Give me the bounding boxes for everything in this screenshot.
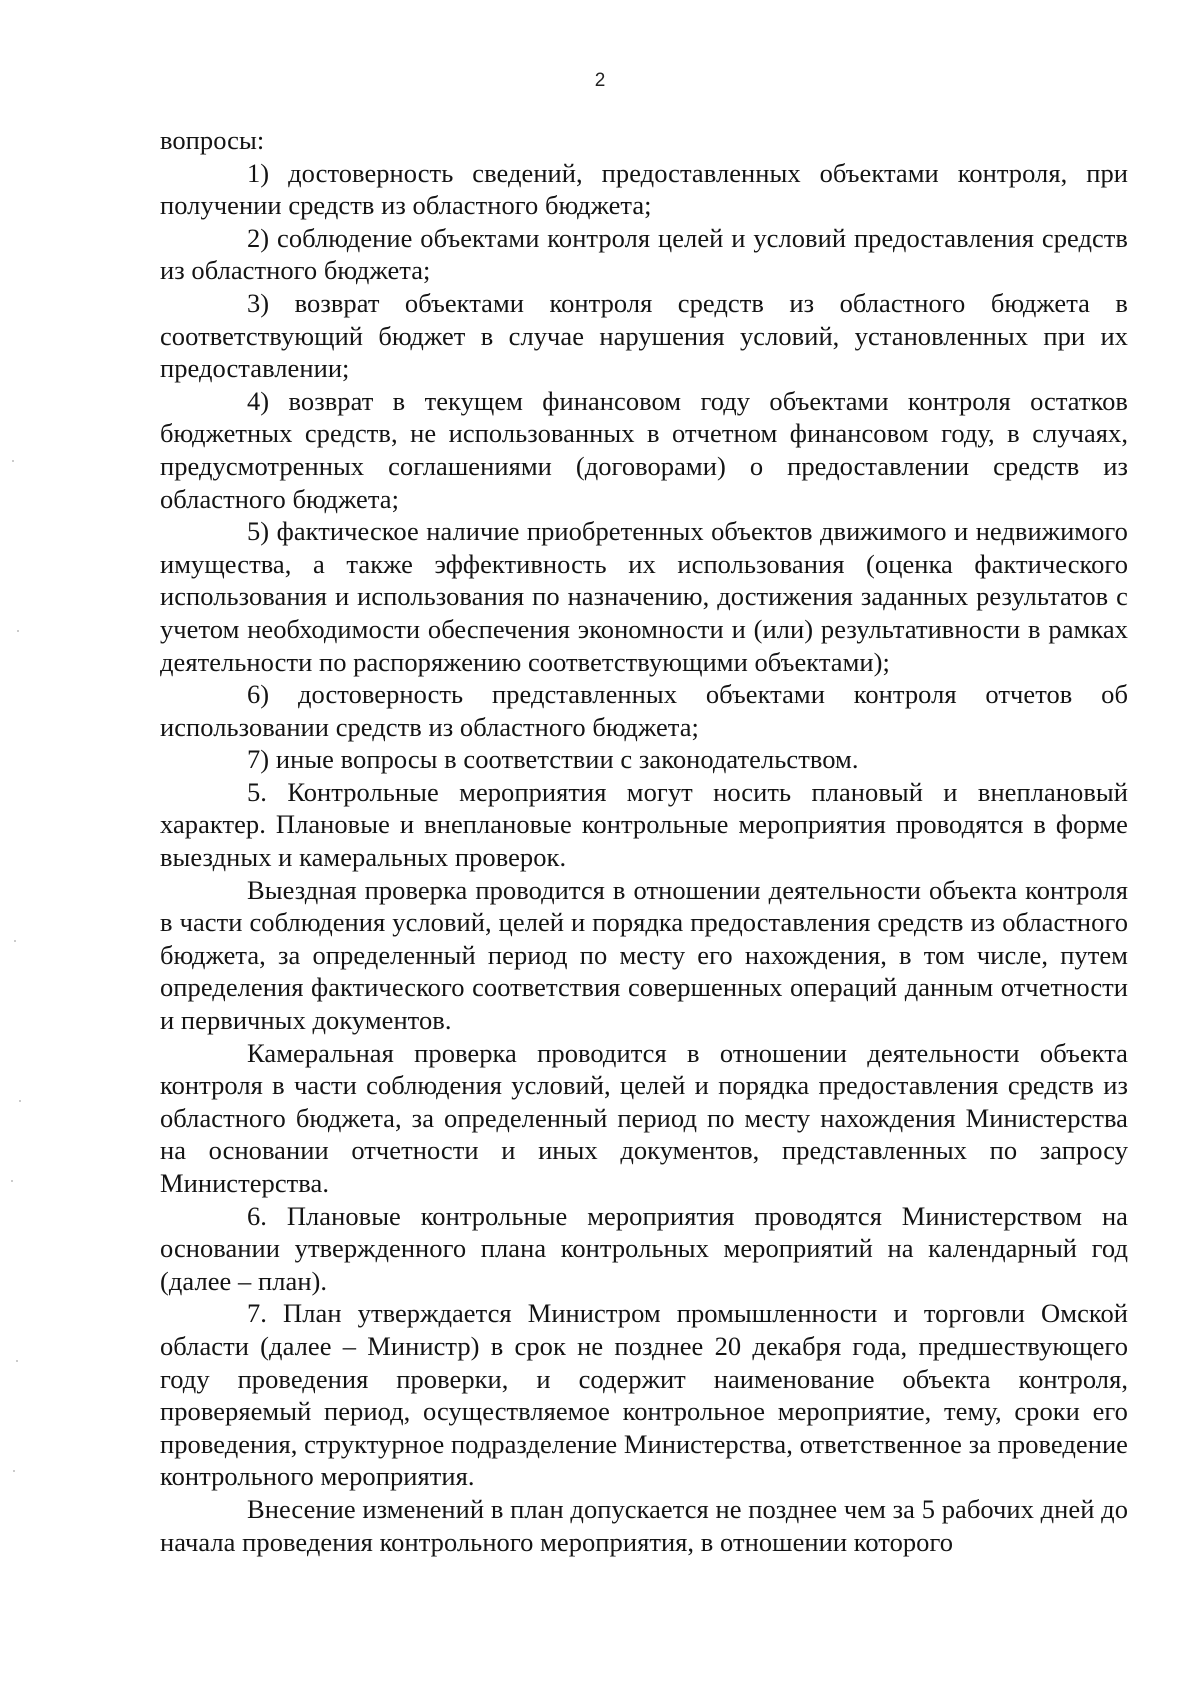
paragraph: 6. Плановые контрольные мероприятия проводятся Министерством на основании утвержденного плана контрольных мероприятий на календарный год (далее – план). (160, 1200, 1128, 1296)
paragraph: 2) соблюдение объектами контроля целей и условий предоставления средств из областного бюджета; (160, 222, 1128, 286)
paragraph: вопросы: (160, 125, 265, 155)
paragraph: 3) возврат объектами контроля средств из областного бюджета в соответствующий бюджет в случае нарушения условий, установленных при их предоставлении; (160, 287, 1128, 384)
document-body (160, 124, 1128, 1558)
scan-artifacts (8, 420, 28, 1620)
paragraph: Выездная проверка проводится в отношении деятельности объекта контроля в части соблюдения условий, целей и порядка предоставления средств из областного бюджета, за определенный период по месту его нахождения, в том числе, путем определения фактического соответствия совершенных операций данным отчетности и первичных документов. (160, 874, 1128, 1036)
paragraph: Внесение изменений в план допускается не позднее чем за 5 рабочих дней до начала проведения контрольного мероприятия, в отношении которого (160, 1493, 1128, 1557)
paragraph: 5. Контрольные мероприятия могут носить плановый и внеплановый характер. Плановые и внеплановые контрольные мероприятия проводятся в форме выездных и камеральных проверок. (160, 776, 1128, 873)
paragraph: 7) иные вопросы в соответствии с законодательством. (247, 744, 859, 775)
paragraph: 7. План утверждается Министром промышленности и торговли Омской области (далее – Министр) в срок не позднее 20 декабря года, предшествующего году проведения проверки, и содержит наименование объекта контроля, проверяемый период, осуществляемое контрольное мероприятие, тему, сроки его проведения, структурное подразделение Министерства, ответственное за проведение контрольного мероприятия. (160, 1298, 1128, 1492)
page-number: 2 (594, 70, 606, 91)
paragraph: Камеральная проверка проводится в отношении деятельности объекта контроля в части соблюдения условий, целей и порядка предоставления средств из областного бюджета, за определенный период по месту нахождения Министерства на основании отчетности и иных документов, представленных по запросу Министерства. (160, 1037, 1128, 1198)
paragraph: 1) достоверность сведений, предоставленных объектами контроля, при получении средств из областного бюджета; (160, 157, 1128, 221)
paragraph: 5) фактическое наличие приобретенных объектов движимого и недвижимого имущества, а также эффективность их использования (оценка фактического использования и использования по назначению, достижения заданных результатов с учетом необходимости обеспечения экономности и (или) результативности в рамках деятельности по распоряжению соответствующими объектами); (160, 516, 1128, 677)
paragraph: 4) возврат в текущем финансовом году объектами контроля остатков бюджетных средств, не использованных в отчетном финансовом году, в случаях, предусмотренных соглашениями (договорами) о предоставлении средств из областного бюджета; (160, 385, 1128, 514)
paragraph: 6) достоверность представленных объектами контроля отчетов об использовании средств из областного бюджета; (160, 679, 1128, 742)
